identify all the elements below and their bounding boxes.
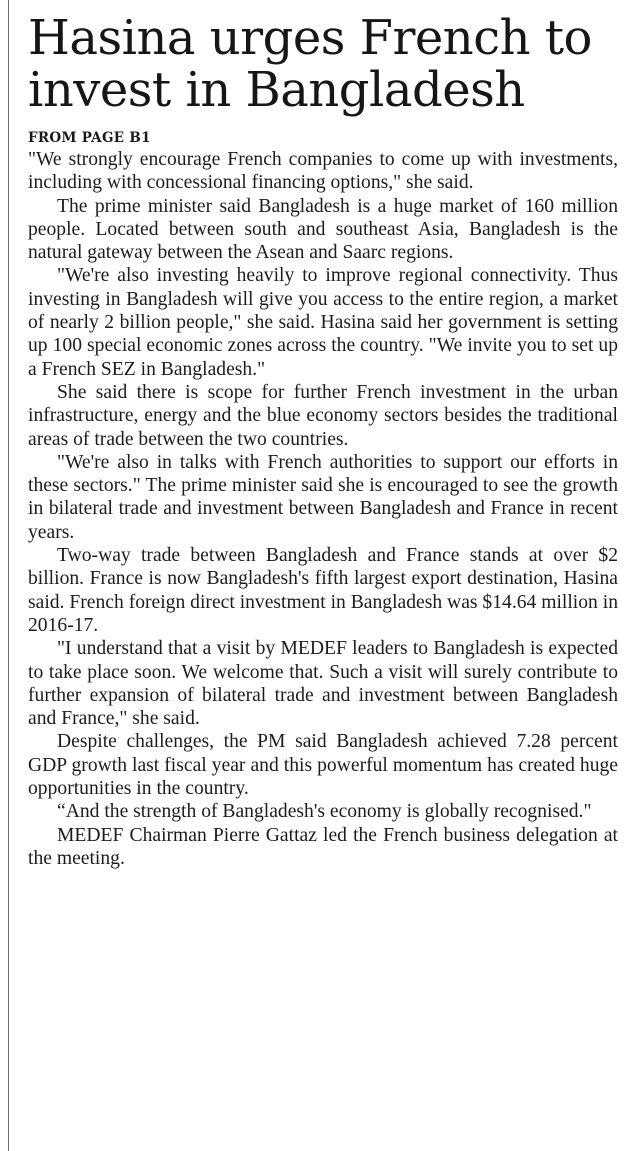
paragraph-2: The prime minister said Bangladesh is a huge market of 160 million people. Located between south and southeast Asia, Bangladesh is the natural gateway between the Asean and Saarc regions.: [28, 195, 618, 264]
paragraph-6: Two-way trade between Bangladesh and France stands at over $2 billion. France is now Bangladesh's fifth largest export destination, Hasina said. French foreign direct investment in Bangladesh was $14.64 million in 2016-17.: [28, 545, 618, 636]
paragraph-9: “And the strength of Bangladesh's economy is globally recognised.": [57, 801, 592, 823]
headline-line-2: invest in Bangladesh: [28, 62, 525, 118]
headline-line-1: Hasina urges French to: [28, 10, 592, 66]
headline: [28, 12, 618, 116]
news-article: [28, 12, 618, 870]
column-rule: [8, 0, 9, 1151]
paragraph-1: "We strongly encourage French companies to come up with investments, including with concessional financing options," she said.: [28, 149, 618, 194]
paragraph-10: MEDEF Chairman Pierre Gattaz led the French business delegation at the meeting.: [28, 824, 618, 869]
paragraph-3: "We're also investing heavily to improve regional connectivity. Thus investing in Bangladesh will give you access to the entire region, a market of nearly 2 billion people," she said. Hasina said her government is setting up 100 special economic zones across the country. "We invite you to set up a French SEZ in Bangladesh.": [28, 265, 618, 380]
paragraph-7: "I understand that a visit by MEDEF leaders to Bangladesh is expected to take place soon. We welcome that. Such a visit will surely contribute to further expansion of bilateral trade and investment between Bangladesh and France," she said.: [28, 638, 618, 730]
article-body: [28, 148, 618, 870]
paragraph-4: She said there is scope for further French investment in the urban infrastructure, energy and the blue economy sectors besides the traditional areas of trade between the two countries.: [28, 381, 618, 450]
paragraph-5: "We're also in talks with French authorities to support our efforts in these sectors." The prime minister said she is encouraged to see the growth in bilateral trade and investment between Bangladesh and France in recent years.: [28, 451, 618, 543]
paragraph-8: Despite challenges, the PM said Bangladesh achieved 7.28 percent GDP growth last fiscal year and this powerful momentum has created huge opportunities in the country.: [28, 731, 618, 800]
continued-from-label: FROM PAGE B1: [28, 130, 151, 146]
